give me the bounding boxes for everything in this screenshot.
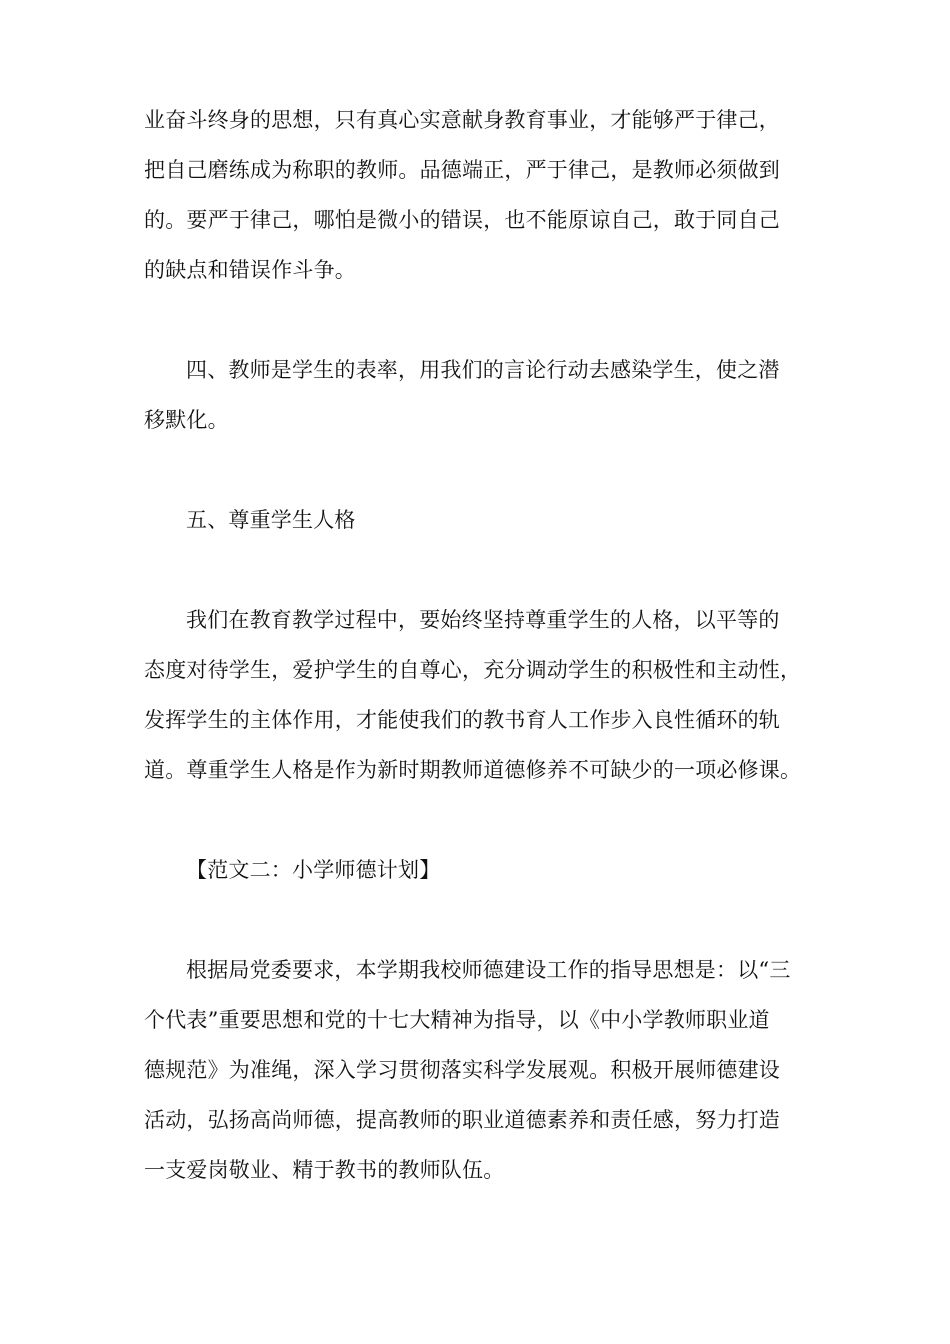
paragraph-4-line-4: 道。尊重学生人格是作为新时期教师道德修养不可缺少的一项必修课。	[144, 758, 802, 782]
paragraph-1-line-3: 的。要严于律己，哪怕是微小的错误，也不能原谅自己，敢于同自己	[144, 208, 780, 232]
section-four-line-1: 四、教师是学生的表率，用我们的言论行动去感染学生，使之潜	[186, 358, 780, 382]
paragraph-6-line-1: 根据局党委要求，本学期我校师德建设工作的指导思想是：以“三	[186, 958, 791, 982]
section-four-line-2: 移默化。	[144, 408, 229, 432]
paragraph-4-line-2: 态度对待学生，爱护学生的自尊心，充分调动学生的积极性和主动性，	[144, 658, 802, 682]
section-five-heading: 五、尊重学生人格	[186, 508, 356, 532]
paragraph-6-line-3: 德规范》为准绳，深入学习贯彻落实科学发展观。积极开展师德建设	[144, 1058, 780, 1082]
paragraph-1-line-2: 把自己磨练成为称职的教师。品德端正，严于律己，是教师必须做到	[144, 158, 780, 182]
paragraph-1-line-1: 业奋斗终身的思想，只有真心实意献身教育事业，才能够严于律己，	[144, 108, 780, 132]
paragraph-1-line-4: 的缺点和错误作斗争。	[144, 258, 356, 282]
paragraph-6-line-4: 活动，弘扬高尚师德，提高教师的职业道德素养和责任感，努力打造	[144, 1108, 780, 1132]
paragraph-6-line-2: 个代表”重要思想和党的十七大精神为指导，以《中小学教师职业道	[144, 1008, 770, 1032]
paragraph-4-line-1: 我们在教育教学过程中，要始终坚持尊重学生的人格，以平等的	[186, 608, 780, 632]
paragraph-6-line-5: 一支爱岗敬业、精于教书的教师队伍。	[144, 1158, 505, 1182]
sample-two-heading: 【范文二：小学师德计划】	[186, 858, 441, 882]
paragraph-4-line-3: 发挥学生的主体作用，才能使我们的教书育人工作步入良性循环的轨	[144, 708, 780, 732]
